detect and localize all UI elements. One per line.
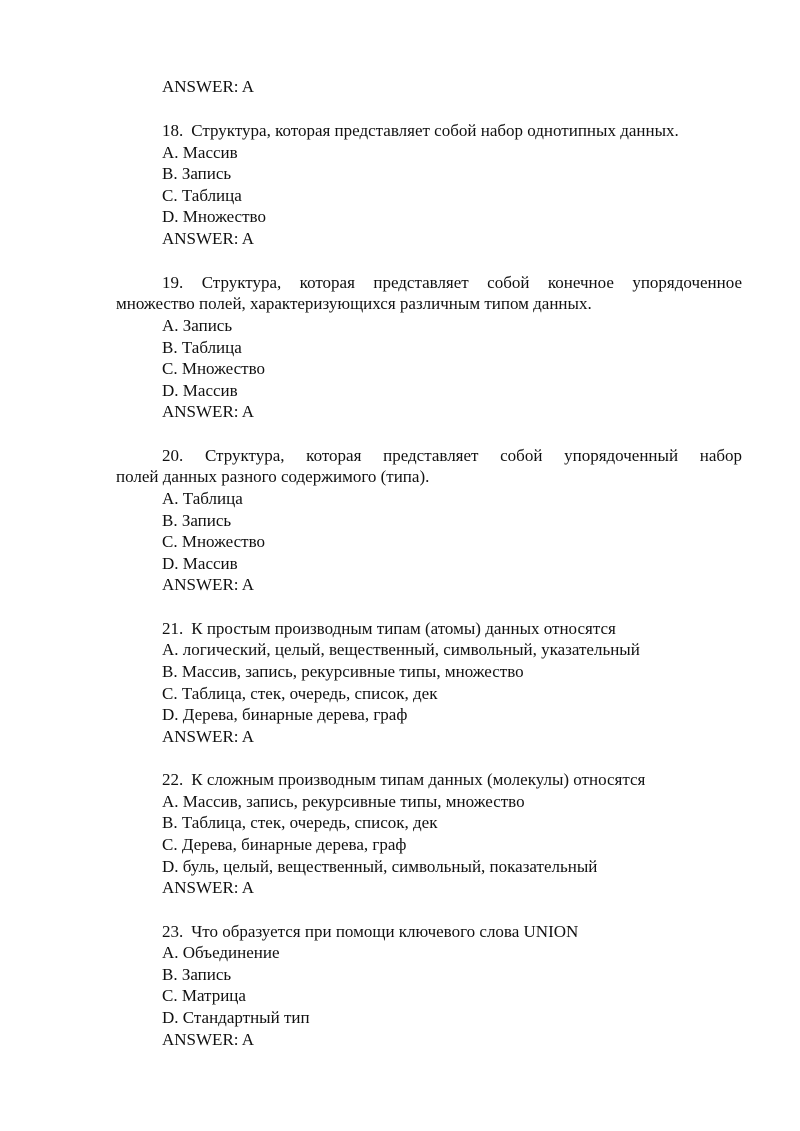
option-b: B. Таблица: [162, 338, 242, 357]
option-a: A. Массив: [162, 143, 238, 162]
answer-line: ANSWER: A: [162, 229, 255, 248]
question-prompt-line1: Структура, которая представляет собой конечное упорядоченное: [201, 273, 742, 292]
option-c: C. Дерева, бинарные дерева, граф: [162, 835, 407, 854]
question-text: [162, 619, 616, 639]
option-b: B. Массив, запись, рекурсивные типы, множество: [162, 662, 524, 681]
question-text-line1: [116, 273, 742, 293]
option-c: C. Множество: [162, 532, 266, 551]
question-number: 20.: [162, 446, 184, 465]
question-number: 21.: [162, 619, 184, 638]
question-number: 19.: [162, 273, 184, 292]
option-d: D. Массив: [162, 381, 238, 400]
option-b: B. Запись: [162, 511, 232, 530]
answer-line: ANSWER: A: [162, 575, 255, 594]
option-a: A. Объединение: [162, 943, 280, 962]
question-number: 23.: [162, 922, 184, 941]
answer-line: ANSWER: A: [162, 1030, 255, 1049]
option-a: A. Массив, запись, рекурсивные типы, множество: [162, 792, 525, 811]
question-prompt: К сложным производным типам данных (молекулы) относятся: [191, 770, 646, 789]
option-a: A. логический, целый, вещественный, символьный, указательный: [162, 640, 640, 659]
answer-line: ANSWER: A: [162, 727, 255, 746]
option-b: B. Таблица, стек, очередь, список, дек: [162, 813, 438, 832]
option-c: C. Таблица, стек, очередь, список, дек: [162, 684, 438, 703]
option-c: C. Таблица: [162, 186, 242, 205]
answer-line: ANSWER: A: [162, 878, 255, 897]
question-prompt: К простым производным типам (атомы) данных относятся: [191, 619, 616, 638]
answer-line: ANSWER: A: [162, 402, 255, 421]
question-text: [162, 770, 645, 790]
option-b: B. Запись: [162, 965, 232, 984]
option-d: D. Массив: [162, 554, 238, 573]
question-text-line2: полей данных разного содержимого (типа).: [116, 467, 430, 486]
option-a: A. Запись: [162, 316, 233, 335]
option-d: D. Множество: [162, 207, 266, 226]
question-number: 18.: [162, 121, 184, 140]
option-c: C. Множество: [162, 359, 266, 378]
option-d: D. буль, целый, вещественный, символьный, показательный: [162, 857, 598, 876]
option-d: D. Дерева, бинарные дерева, граф: [162, 705, 408, 724]
question-text-line1: [116, 446, 742, 466]
option-b: B. Запись: [162, 164, 232, 183]
question-prompt-line1: Структура, которая представляет собой упорядоченный набор: [204, 446, 743, 465]
answer-line: ANSWER: A: [162, 77, 255, 96]
question-text: [162, 121, 679, 141]
question-text: [162, 922, 578, 942]
option-c: C. Матрица: [162, 986, 246, 1005]
question-prompt: Структура, которая представляет собой набор однотипных данных.: [191, 121, 679, 140]
question-prompt: Что образуется при помощи ключевого слова UNION: [191, 922, 579, 941]
option-a: A. Таблица: [162, 489, 243, 508]
question-number: 22.: [162, 770, 184, 789]
option-d: D. Стандартный тип: [162, 1008, 310, 1027]
question-text-line2: множество полей, характеризующихся различным типом данных.: [116, 294, 592, 313]
